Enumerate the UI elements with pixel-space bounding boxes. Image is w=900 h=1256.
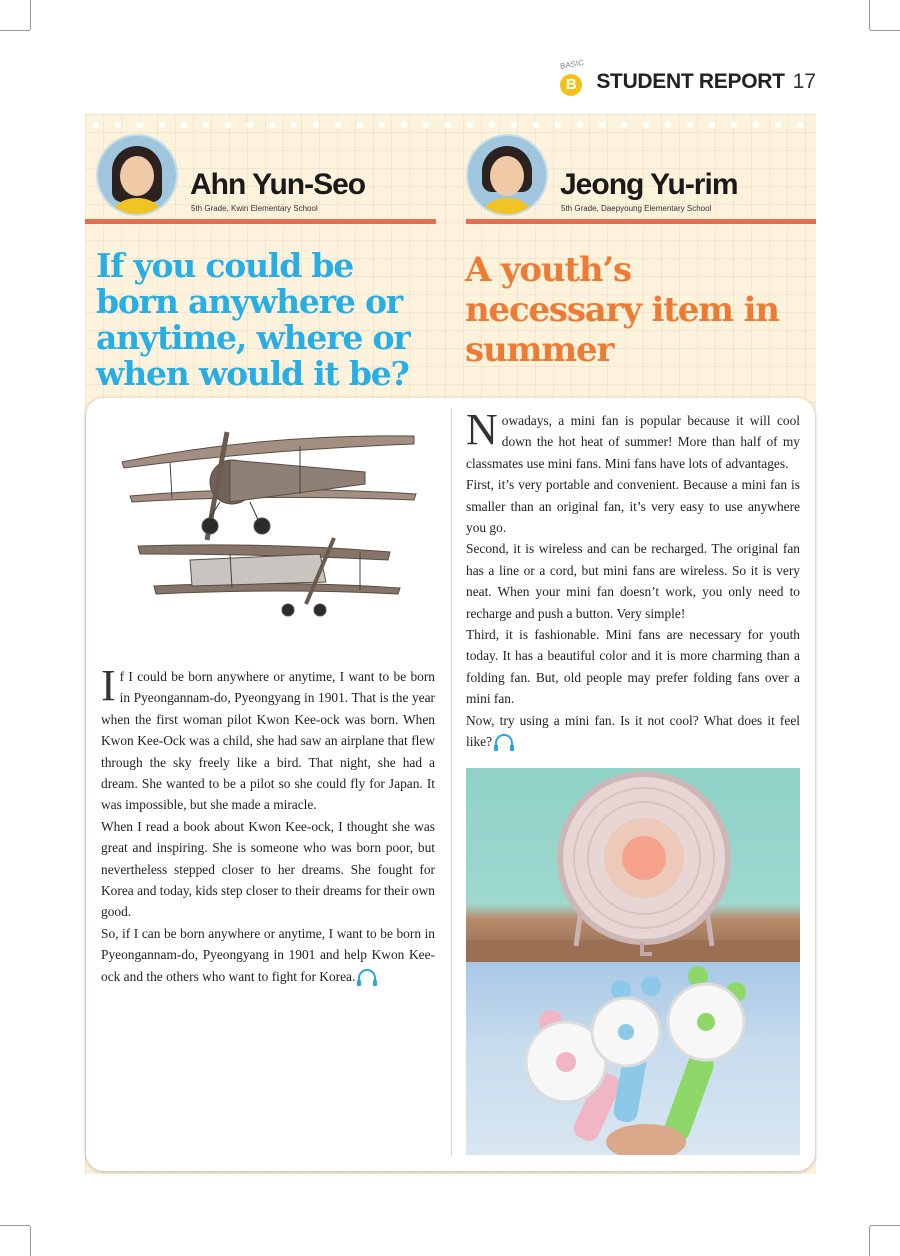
author-name: Jeong Yu-rim <box>560 168 738 201</box>
crop-mark <box>0 1225 30 1226</box>
paragraph: So, if I can be born anywhere or anytime, I want to be born in Pyeongannam-do, Pyeongyang in 1901 and help Kwon Kee-ock and the others who want to fight for Korea. <box>101 925 435 984</box>
right-headline: A youth’s necessary item in summer <box>465 250 779 370</box>
left-article-body <box>101 661 435 987</box>
paragraph: Third, it is fashionable. Mini fans are necessary for youth today. It has a beautiful color and it is more charming than a folding fan. But, old people may prefer folding fans over a mini fan. <box>466 627 800 707</box>
headphones-icon <box>495 734 513 747</box>
mini-fans-photo <box>466 962 800 1155</box>
biplanes-image <box>110 420 430 620</box>
crop-mark <box>0 30 30 31</box>
crop-mark <box>30 0 31 30</box>
page-number: 17 <box>792 70 816 93</box>
left-headline: If you could be born anywhere or anytime, where or when would it be? <box>96 246 410 393</box>
paragraph: Nowadays, a mini fan is popular because it will cool down the hot heat of summer! More than half of my classmates use mini fans. Mini fans have lots of advantages. <box>466 405 800 471</box>
paragraph: Second, it is wireless and can be recharged. The original fan has a line or a cord, but mini fans are wireless. So it is very neat. When your mini fan doesn’t work, you only need to recharge and push a button. Very simple! <box>466 541 800 621</box>
crop-mark <box>869 0 870 30</box>
crop-mark <box>869 1226 870 1256</box>
column-divider <box>451 408 452 1156</box>
paragraph: Now, try using a mini fan. Is it not cool? What does it feel like? <box>466 712 800 750</box>
author-photo <box>466 134 548 216</box>
author-rule <box>85 219 436 224</box>
desk-fan-photo <box>466 768 800 962</box>
paragraph: When I read a book about Kwon Kee-ock, I thought she was great and inspiring. She is someone who was born poor, but nevertheless stepped closer to her dreams. She fought for Korea and today, kids step closer to their dreams for their own good. <box>101 818 435 920</box>
crop-mark <box>870 30 900 31</box>
paragraph: If I could be born anywhere or anytime, I want to be born in Pyeongannam-do, Pyeongyang in 1901. That is the year when the first woman pilot Kwon Kee-ock was born. When Kwon Kee-Ock was a child, she had saw an airplane that flew through the sky freely like a bird. That night, she had a dream. She wanted to be a pilot so she could fly for Japan. It was impossible, but she made a miracle. <box>101 661 435 813</box>
paragraph: First, it’s very portable and convenient. Because a mini fan is smaller than an original fan, it’s very easy to use anywhere you go. <box>466 477 800 536</box>
page-header <box>558 57 816 102</box>
crop-mark <box>30 1226 31 1256</box>
crop-mark <box>870 1225 900 1226</box>
basic-logo-icon: BASIC B <box>558 62 588 102</box>
author-school: 5th Grade, Daepyoung Elementary School <box>561 204 712 213</box>
right-article-body <box>466 405 800 753</box>
section-title: STUDENT REPORT <box>596 70 785 93</box>
author-photo <box>96 134 178 216</box>
right-author <box>466 134 738 216</box>
decorative-dots <box>85 120 816 130</box>
drop-cap: I <box>101 661 116 710</box>
headphones-icon <box>358 969 376 982</box>
author-school: 5th Grade, Kwin Elementary School <box>191 204 318 213</box>
left-author <box>96 134 365 216</box>
author-rule <box>466 219 816 224</box>
author-name: Ahn Yun-Seo <box>190 168 366 201</box>
drop-cap: N <box>466 405 498 454</box>
